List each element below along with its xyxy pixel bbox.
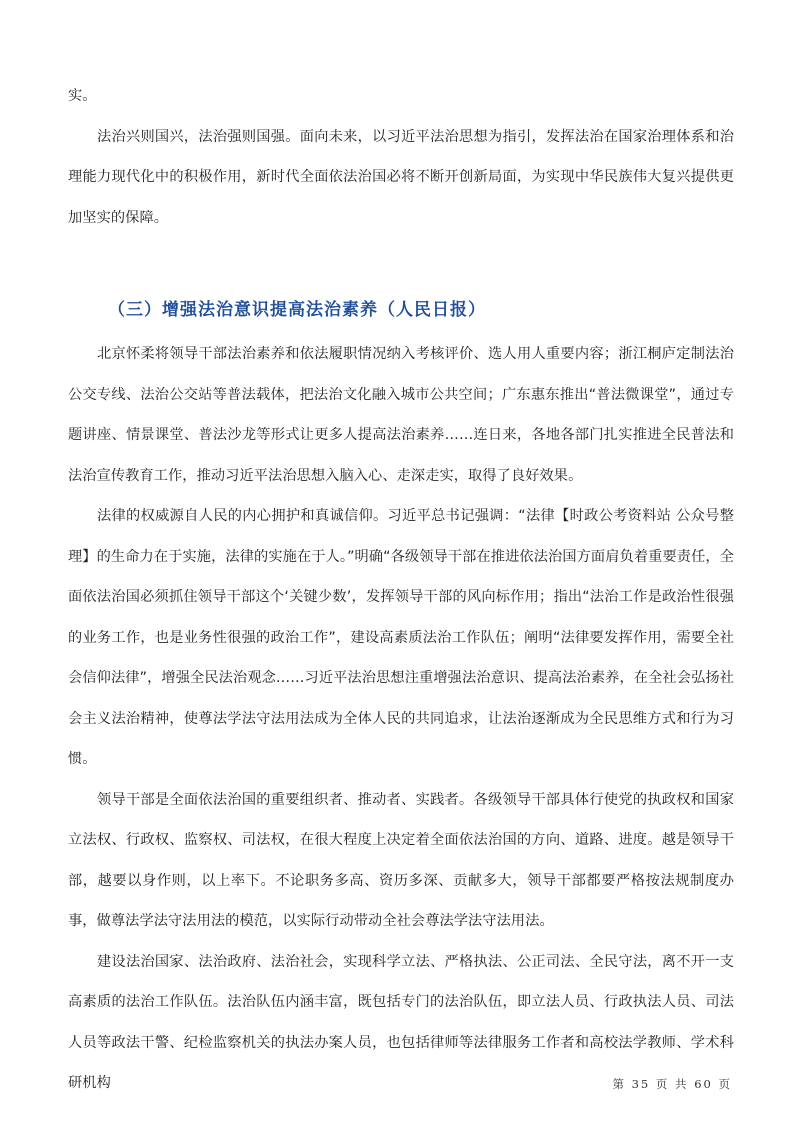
paragraph: 北京怀柔将领导干部法治素养和依法履职情况纳入考核评价、选人用人重要内容；浙江桐庐定制法治公交专线、法治公交站等普法载体，把法治文化融入城市公共空间；广东惠东推出“普法微课堂”，通过专题讲座、情景课堂、普法沙龙等形式让更多人提高法治素养……连日来，各地各部门扎实推进全民普法和法治宣传教育工作，推动习近平法治思想入脑入心、走深走实，取得了良好效果。: [68, 346, 734, 484]
paragraph: 法治兴则国兴，法治强则国强。面向未来，以习近平法治思想为指引，发挥法治在国家治理体系和治理能力现代化中的积极作用，新时代全面依法治国必将不断开创新局面，为实现中华民族伟大复兴提供更加坚实的保障。: [68, 128, 734, 226]
document-page: [68, 76, 734, 1104]
section-heading: （三）增强法治意识提高法治素养（人民日报）: [108, 300, 486, 320]
paragraph: 法律的权威源自人民的内心拥护和真诚信仰。习近平总书记强调：“法律【时政公考资料站 公众号整理】的生命力在于实施，法律的实施在于人。”明确“各级领导干部在推进依法治国方面肩负着重要责任，全面依法治国必须抓住领导干部这个‘关键少数’，发挥领导干部的风向标作用；指出“法治工作是政治性很强的业务工作，也是业务性很强的政治工作”，建设高素质法治工作队伍；阐明“法律要发挥作用，需要全社会信仰法律”，增强全民法治观念……习近平法治思想注重增强法治意识、提高法治素养，在全社会弘扬社会主义法治精神，使尊法学法守法用法成为全体人民的共同追求，让法治逐渐成为全民思维方式和行为习惯。: [68, 508, 734, 767]
page-number: 第 35 页 共 60 页: [612, 1077, 732, 1091]
paragraph: 领导干部是全面依法治国的重要组织者、推动者、实践者。各级领导干部具体行使党的执政权和国家立法权、行政权、监察权、司法权，在很大程度上决定着全面依法治国的方向、道路、进度。越是领导干部，越要以身作则，以上率下。不论职务多高、资历多深、贡献多大，领导干部都要严格按法规制度办事，做尊法学法守法用法的模范，以实际行动带动全社会尊法学法守法用法。: [68, 791, 734, 929]
paragraph: 实。: [68, 88, 97, 104]
paragraph: 建设法治国家、法治政府、法治社会，实现科学立法、严格执法、公正司法、全民守法，离不开一支高素质的法治工作队伍。法治队伍内涵丰富，既包括专门的法治队伍，即立法人员、行政执法人员、司法人员等政法干警、纪检监察机关的执法办案人员，也包括律师等法律服务工作者和高校法学教师、学术科研机构: [68, 953, 734, 1091]
